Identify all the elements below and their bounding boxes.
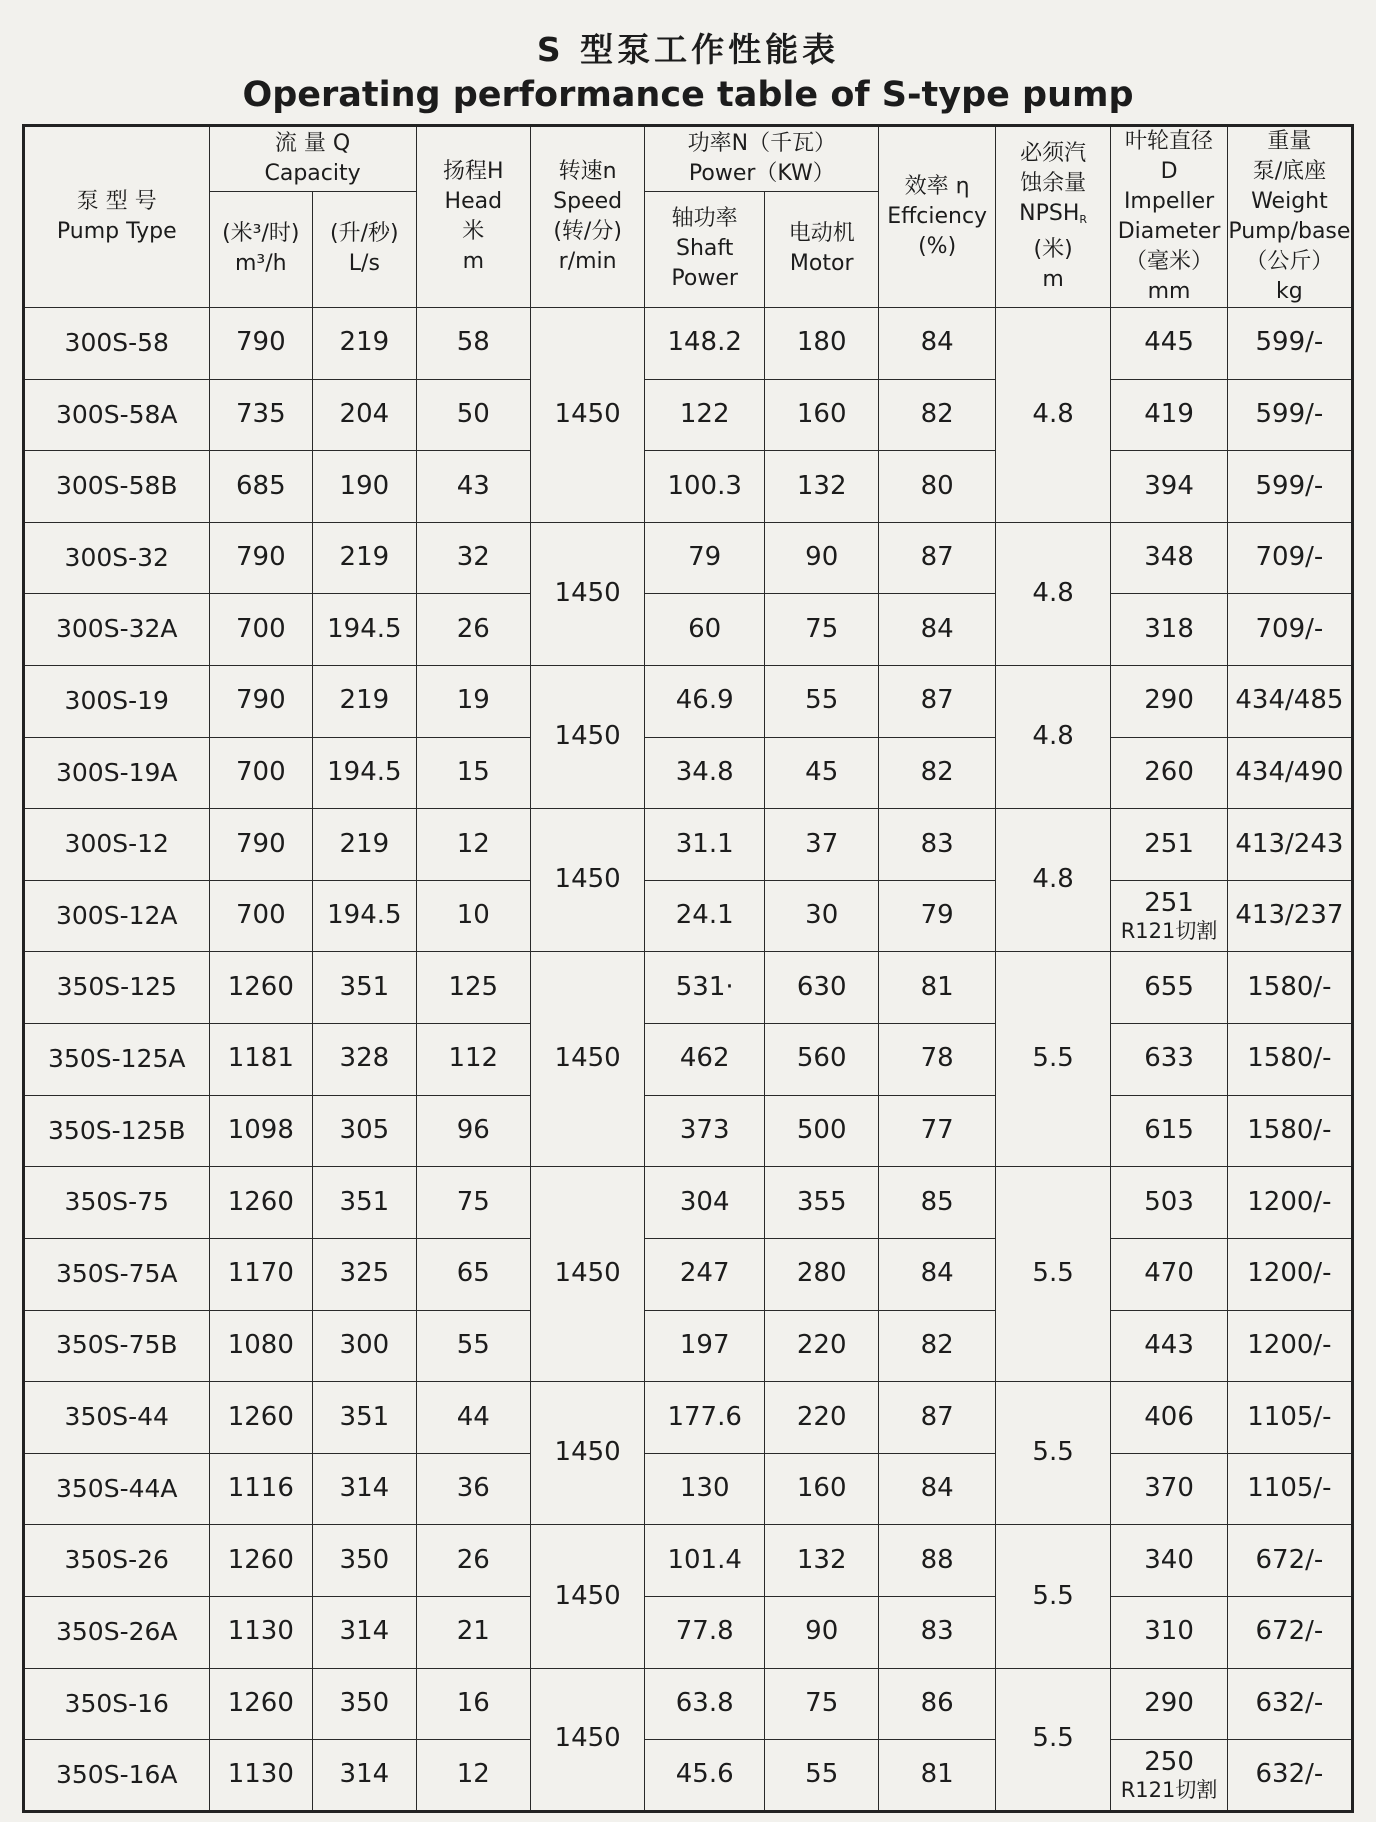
table-row <box>24 1596 1353 1668</box>
impeller-value: 340 <box>1144 1544 1194 1575</box>
header-weight: 重量 泵/底座 Weight Pump/base （公斤） kg <box>1227 126 1352 308</box>
impeller-diameter-cell <box>1111 809 1228 881</box>
capacity-m3h-cell: 700 <box>209 594 313 666</box>
impeller-diameter-cell <box>1111 379 1228 451</box>
impeller-diameter-cell <box>1111 880 1228 952</box>
npsh-cell: 5.5 <box>995 1525 1110 1668</box>
capacity-ls-cell: 194.5 <box>313 594 417 666</box>
table-row <box>24 1310 1353 1382</box>
weight-cell: 1580/- <box>1227 1024 1352 1096</box>
head-cell: 12 <box>416 809 530 881</box>
shaft-power-cell: 122 <box>645 379 765 451</box>
motor-power-cell: 55 <box>765 1740 879 1812</box>
header-npsh: 必须汽 蚀余量 $NPSH_R$ (米) m <box>995 126 1110 308</box>
efficiency-cell: 84 <box>879 1238 996 1310</box>
capacity-m3h-cell: 1170 <box>209 1238 313 1310</box>
weight-cell: 413/237 <box>1227 880 1352 952</box>
head-cell: 43 <box>416 451 530 523</box>
npsh-cell: 4.8 <box>995 308 1110 523</box>
shaft-power-cell: 148.2 <box>645 308 765 380</box>
weight-cell: 434/490 <box>1227 737 1352 809</box>
header-capacity-ls: (升/秒) L/s <box>313 191 417 307</box>
table-body <box>24 308 1353 1812</box>
impeller-value: 348 <box>1144 542 1194 573</box>
efficiency-cell: 82 <box>879 1310 996 1382</box>
impeller-value: 503 <box>1144 1186 1194 1217</box>
pump-type-cell: 300S-58A <box>24 379 210 451</box>
shaft-power-cell: 45.6 <box>645 1740 765 1812</box>
speed-cell: 1450 <box>530 952 644 1167</box>
capacity-ls-cell: 219 <box>313 666 417 738</box>
capacity-ls-cell: 325 <box>313 1238 417 1310</box>
capacity-ls-cell: 219 <box>313 809 417 881</box>
impeller-value: 370 <box>1144 1473 1194 1504</box>
shaft-power-cell: 197 <box>645 1310 765 1382</box>
header-shaft-power: 轴功率 Shaft Power <box>645 191 765 307</box>
capacity-m3h-cell: 1181 <box>209 1024 313 1096</box>
table-row <box>24 379 1353 451</box>
impeller-diameter-cell <box>1111 737 1228 809</box>
capacity-m3h-cell: 1260 <box>209 1668 313 1740</box>
efficiency-cell: 80 <box>879 451 996 523</box>
table-row <box>24 1382 1353 1454</box>
shaft-power-cell: 531· <box>645 952 765 1024</box>
capacity-m3h-cell: 1260 <box>209 1167 313 1239</box>
impeller-diameter-cell <box>1111 522 1228 594</box>
pump-type-cell: 350S-26A <box>24 1596 210 1668</box>
capacity-m3h-cell: 1260 <box>209 1382 313 1454</box>
pump-type-cell: 300S-32A <box>24 594 210 666</box>
pump-type-cell: 350S-44A <box>24 1453 210 1525</box>
table-row <box>24 1238 1353 1310</box>
pump-type-cell: 300S-12 <box>24 809 210 881</box>
head-cell: 96 <box>416 1095 530 1167</box>
pump-type-cell: 300S-12A <box>24 880 210 952</box>
impeller-diameter-cell <box>1111 594 1228 666</box>
head-cell: 75 <box>416 1167 530 1239</box>
head-cell: 125 <box>416 952 530 1024</box>
efficiency-cell: 86 <box>879 1668 996 1740</box>
efficiency-cell: 87 <box>879 1382 996 1454</box>
impeller-diameter-cell <box>1111 1095 1228 1167</box>
capacity-m3h-cell: 685 <box>209 451 313 523</box>
impeller-diameter-cell <box>1111 1453 1228 1525</box>
capacity-m3h-cell: 1080 <box>209 1310 313 1382</box>
capacity-m3h-cell: 790 <box>209 666 313 738</box>
shaft-power-cell: 130 <box>645 1453 765 1525</box>
table-row <box>24 1668 1353 1740</box>
header-capacity-m3h: (米³/时) m³/h <box>209 191 313 307</box>
impeller-value: 615 <box>1144 1115 1194 1146</box>
npsh-cell: 5.5 <box>995 1167 1110 1382</box>
table-row <box>24 1453 1353 1525</box>
impeller-value: 290 <box>1144 1687 1194 1718</box>
shaft-power-cell: 304 <box>645 1167 765 1239</box>
head-cell: 58 <box>416 308 530 380</box>
capacity-ls-cell: 194.5 <box>313 880 417 952</box>
efficiency-cell: 87 <box>879 522 996 594</box>
efficiency-cell: 85 <box>879 1167 996 1239</box>
capacity-m3h-cell: 1130 <box>209 1740 313 1812</box>
motor-power-cell: 160 <box>765 1453 879 1525</box>
shaft-power-cell: 462 <box>645 1024 765 1096</box>
weight-cell: 1580/- <box>1227 1095 1352 1167</box>
impeller-diameter-cell <box>1111 1310 1228 1382</box>
motor-power-cell: 220 <box>765 1382 879 1454</box>
motor-power-cell: 355 <box>765 1167 879 1239</box>
motor-power-cell: 37 <box>765 809 879 881</box>
impeller-value: 250 <box>1144 1747 1194 1778</box>
efficiency-cell: 84 <box>879 594 996 666</box>
impeller-value: 260 <box>1144 757 1194 788</box>
shaft-power-cell: 79 <box>645 522 765 594</box>
shaft-power-cell: 77.8 <box>645 1596 765 1668</box>
capacity-ls-cell: 350 <box>313 1525 417 1597</box>
shaft-power-cell: 24.1 <box>645 880 765 952</box>
pump-type-cell: 350S-75B <box>24 1310 210 1382</box>
table-row <box>24 308 1353 380</box>
efficiency-cell: 84 <box>879 1453 996 1525</box>
efficiency-cell: 83 <box>879 809 996 881</box>
capacity-ls-cell: 314 <box>313 1740 417 1812</box>
npsh-cell: 5.5 <box>995 1668 1110 1811</box>
impeller-value: 633 <box>1144 1043 1194 1074</box>
motor-power-cell: 220 <box>765 1310 879 1382</box>
motor-power-cell: 30 <box>765 880 879 952</box>
table-row <box>24 451 1353 523</box>
weight-cell: 599/- <box>1227 451 1352 523</box>
npsh-cell: 4.8 <box>995 522 1110 665</box>
efficiency-cell: 82 <box>879 379 996 451</box>
pump-type-cell: 350S-44 <box>24 1382 210 1454</box>
impeller-value: 406 <box>1144 1401 1194 1432</box>
npsh-cell: 4.8 <box>995 666 1110 809</box>
impeller-value: 318 <box>1144 613 1194 644</box>
weight-cell: 1105/- <box>1227 1382 1352 1454</box>
table-row <box>24 594 1353 666</box>
impeller-value: 310 <box>1144 1616 1194 1647</box>
capacity-m3h-cell: 735 <box>209 379 313 451</box>
capacity-m3h-cell: 1260 <box>209 952 313 1024</box>
efficiency-cell: 77 <box>879 1095 996 1167</box>
impeller-diameter-cell <box>1111 308 1228 380</box>
header-motor: 电动机 Motor <box>765 191 879 307</box>
impeller-value: 290 <box>1144 685 1194 716</box>
capacity-m3h-cell: 790 <box>209 308 313 380</box>
capacity-ls-cell: 328 <box>313 1024 417 1096</box>
impeller-diameter-cell <box>1111 1024 1228 1096</box>
title-english: Operating performance table of S-type pump <box>242 75 1134 115</box>
capacity-m3h-cell: 1130 <box>209 1596 313 1668</box>
table-row <box>24 1740 1353 1812</box>
head-cell: 21 <box>416 1596 530 1668</box>
efficiency-cell: 81 <box>879 1740 996 1812</box>
speed-cell: 1450 <box>530 522 644 665</box>
impeller-diameter-cell <box>1111 451 1228 523</box>
impeller-value: 251 <box>1144 828 1194 859</box>
efficiency-cell: 79 <box>879 880 996 952</box>
pump-type-cell: 350S-125B <box>24 1095 210 1167</box>
pump-type-cell: 300S-19A <box>24 737 210 809</box>
motor-power-cell: 132 <box>765 451 879 523</box>
motor-power-cell: 132 <box>765 1525 879 1597</box>
capacity-m3h-cell: 700 <box>209 880 313 952</box>
efficiency-cell: 88 <box>879 1525 996 1597</box>
pump-type-cell: 300S-58B <box>24 451 210 523</box>
header-head: 扬程H Head 米 m <box>416 126 530 308</box>
shaft-power-cell: 63.8 <box>645 1668 765 1740</box>
head-cell: 16 <box>416 1668 530 1740</box>
motor-power-cell: 55 <box>765 666 879 738</box>
header-power: 功率N（千瓦） Power（KW） <box>645 126 879 192</box>
capacity-m3h-cell: 700 <box>209 737 313 809</box>
speed-cell: 1450 <box>530 1525 644 1668</box>
table-row <box>24 737 1353 809</box>
efficiency-cell: 82 <box>879 737 996 809</box>
shaft-power-cell: 101.4 <box>645 1525 765 1597</box>
efficiency-cell: 83 <box>879 1596 996 1668</box>
shaft-power-cell: 31.1 <box>645 809 765 881</box>
table-row <box>24 1095 1353 1167</box>
pump-type-cell: 350S-75A <box>24 1238 210 1310</box>
impeller-diameter-cell <box>1111 1382 1228 1454</box>
capacity-ls-cell: 194.5 <box>313 737 417 809</box>
capacity-ls-cell: 314 <box>313 1453 417 1525</box>
weight-cell: 672/- <box>1227 1525 1352 1597</box>
head-cell: 112 <box>416 1024 530 1096</box>
capacity-ls-cell: 305 <box>313 1095 417 1167</box>
weight-cell: 632/- <box>1227 1740 1352 1812</box>
impeller-value: 394 <box>1144 470 1194 501</box>
shaft-power-cell: 60 <box>645 594 765 666</box>
weight-cell: 709/- <box>1227 522 1352 594</box>
header-speed: 转速n Speed (转/分) r/min <box>530 126 644 308</box>
weight-cell: 1200/- <box>1227 1167 1352 1239</box>
weight-cell: 672/- <box>1227 1596 1352 1668</box>
impeller-diameter-cell <box>1111 1668 1228 1740</box>
pump-type-cell: 350S-75 <box>24 1167 210 1239</box>
impeller-value: 445 <box>1144 327 1194 358</box>
speed-cell: 1450 <box>530 809 644 952</box>
impeller-diameter-cell <box>1111 1740 1228 1812</box>
motor-power-cell: 630 <box>765 952 879 1024</box>
shaft-power-cell: 177.6 <box>645 1382 765 1454</box>
shaft-power-cell: 373 <box>645 1095 765 1167</box>
title-block <box>0 30 1376 118</box>
motor-power-cell: 500 <box>765 1095 879 1167</box>
table-row <box>24 880 1353 952</box>
table-row <box>24 1167 1353 1239</box>
npsh-cell: 5.5 <box>995 1382 1110 1525</box>
impeller-value: 443 <box>1144 1329 1194 1360</box>
weight-cell: 632/- <box>1227 1668 1352 1740</box>
speed-cell: 1450 <box>530 1167 644 1382</box>
impeller-diameter-cell <box>1111 1238 1228 1310</box>
weight-cell: 413/243 <box>1227 809 1352 881</box>
capacity-ls-cell: 190 <box>313 451 417 523</box>
capacity-m3h-cell: 1098 <box>209 1095 313 1167</box>
impeller-diameter-cell <box>1111 666 1228 738</box>
shaft-power-cell: 247 <box>645 1238 765 1310</box>
impeller-diameter-cell <box>1111 1525 1228 1597</box>
impeller-trim-note: R121切割 <box>1120 1778 1218 1803</box>
capacity-m3h-cell: 790 <box>209 809 313 881</box>
weight-cell: 1200/- <box>1227 1238 1352 1310</box>
header-impeller: 叶轮直径 D Impeller Diameter （毫米） mm <box>1111 126 1228 308</box>
weight-cell: 709/- <box>1227 594 1352 666</box>
weight-cell: 1580/- <box>1227 952 1352 1024</box>
head-cell: 32 <box>416 522 530 594</box>
motor-power-cell: 560 <box>765 1024 879 1096</box>
speed-cell: 1450 <box>530 666 644 809</box>
title-chinese: S 型泵工作性能表 <box>536 30 840 69</box>
shaft-power-cell: 34.8 <box>645 737 765 809</box>
impeller-value: 470 <box>1144 1258 1194 1289</box>
motor-power-cell: 160 <box>765 379 879 451</box>
shaft-power-cell: 46.9 <box>645 666 765 738</box>
performance-table <box>22 124 1354 1813</box>
head-cell: 50 <box>416 379 530 451</box>
head-cell: 26 <box>416 594 530 666</box>
weight-cell: 1105/- <box>1227 1453 1352 1525</box>
head-cell: 36 <box>416 1453 530 1525</box>
speed-cell: 1450 <box>530 308 644 523</box>
capacity-ls-cell: 219 <box>313 308 417 380</box>
impeller-diameter-cell <box>1111 1167 1228 1239</box>
impeller-diameter-cell <box>1111 1596 1228 1668</box>
table-row <box>24 666 1353 738</box>
table-row <box>24 522 1353 594</box>
pump-type-cell: 350S-125A <box>24 1024 210 1096</box>
head-cell: 15 <box>416 737 530 809</box>
capacity-ls-cell: 219 <box>313 522 417 594</box>
impeller-value: 655 <box>1144 971 1194 1002</box>
table-row <box>24 1525 1353 1597</box>
npsh-cell: 4.8 <box>995 809 1110 952</box>
pump-type-cell: 350S-26 <box>24 1525 210 1597</box>
impeller-trim-note: R121切割 <box>1120 919 1218 944</box>
table-row <box>24 809 1353 881</box>
table-row <box>24 952 1353 1024</box>
capacity-m3h-cell: 790 <box>209 522 313 594</box>
header-efficiency: 效率 η Effciency (%) <box>879 126 996 308</box>
capacity-ls-cell: 351 <box>313 1167 417 1239</box>
impeller-diameter-cell <box>1111 952 1228 1024</box>
npsh-cell: 5.5 <box>995 952 1110 1167</box>
pump-type-cell: 300S-19 <box>24 666 210 738</box>
table-row <box>24 1024 1353 1096</box>
pump-type-cell: 300S-32 <box>24 522 210 594</box>
weight-cell: 599/- <box>1227 379 1352 451</box>
efficiency-cell: 84 <box>879 308 996 380</box>
head-cell: 19 <box>416 666 530 738</box>
capacity-ls-cell: 351 <box>313 952 417 1024</box>
header-capacity: 流 量 Q Capacity <box>209 126 416 192</box>
head-cell: 10 <box>416 880 530 952</box>
shaft-power-cell: 100.3 <box>645 451 765 523</box>
motor-power-cell: 75 <box>765 1668 879 1740</box>
head-cell: 55 <box>416 1310 530 1382</box>
header-pump-type: 泵 型 号 Pump Type <box>24 126 210 308</box>
head-cell: 44 <box>416 1382 530 1454</box>
weight-cell: 1200/- <box>1227 1310 1352 1382</box>
efficiency-cell: 81 <box>879 952 996 1024</box>
motor-power-cell: 280 <box>765 1238 879 1310</box>
impeller-value: 251 <box>1144 888 1194 919</box>
speed-cell: 1450 <box>530 1668 644 1811</box>
capacity-ls-cell: 314 <box>313 1596 417 1668</box>
efficiency-cell: 78 <box>879 1024 996 1096</box>
efficiency-cell: 87 <box>879 666 996 738</box>
speed-cell: 1450 <box>530 1382 644 1525</box>
pump-type-cell: 350S-16 <box>24 1668 210 1740</box>
capacity-ls-cell: 350 <box>313 1668 417 1740</box>
head-cell: 26 <box>416 1525 530 1597</box>
capacity-m3h-cell: 1260 <box>209 1525 313 1597</box>
motor-power-cell: 45 <box>765 737 879 809</box>
motor-power-cell: 90 <box>765 1596 879 1668</box>
pump-type-cell: 350S-125 <box>24 952 210 1024</box>
head-cell: 12 <box>416 1740 530 1812</box>
weight-cell: 599/- <box>1227 308 1352 380</box>
capacity-ls-cell: 351 <box>313 1382 417 1454</box>
motor-power-cell: 180 <box>765 308 879 380</box>
motor-power-cell: 90 <box>765 522 879 594</box>
head-cell: 65 <box>416 1238 530 1310</box>
pump-type-cell: 350S-16A <box>24 1740 210 1812</box>
motor-power-cell: 75 <box>765 594 879 666</box>
pump-type-cell: 300S-58 <box>24 308 210 380</box>
capacity-m3h-cell: 1116 <box>209 1453 313 1525</box>
capacity-ls-cell: 300 <box>313 1310 417 1382</box>
weight-cell: 434/485 <box>1227 666 1352 738</box>
capacity-ls-cell: 204 <box>313 379 417 451</box>
impeller-value: 419 <box>1144 398 1194 429</box>
